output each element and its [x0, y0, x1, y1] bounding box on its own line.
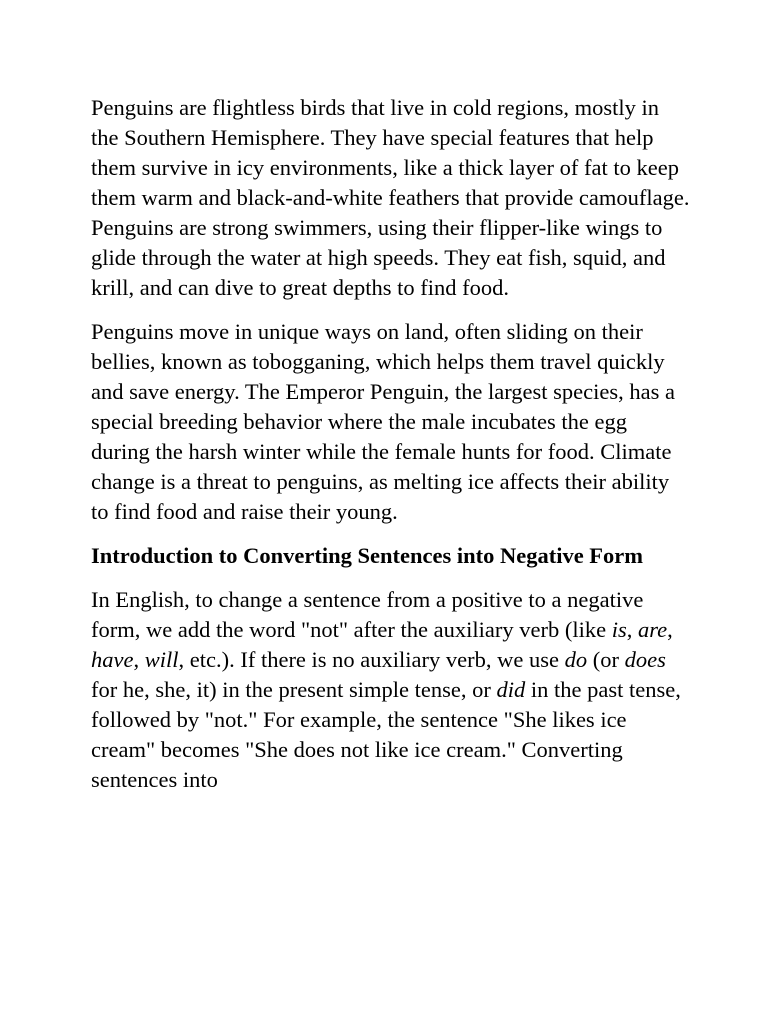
document-page [91, 93, 691, 809]
paragraph-penguins-behavior: Penguins move in unique ways on land, often sliding on their bellies, known as tobogganing, which helps them travel quickly and save energy. The Emperor Penguin, the largest species, has a special breeding behavior where the male incubates the egg during the harsh winter while the female hunts for food. Climate change is a threat to penguins, as melting ice affects their ability to find food and raise their young. [91, 319, 675, 524]
italic-term-does: does [624, 647, 666, 672]
text-segment: In English, to change a sentence from a positive to a negative form, we add the word "not" after the auxiliary verb (like [91, 587, 644, 642]
italic-term-is: is [611, 617, 627, 642]
paragraph-negative-form [91, 585, 691, 795]
text-segment: , [133, 647, 145, 672]
italic-term-are: are [637, 617, 668, 642]
text-segment: for he, she, it) in the present simple tense, or [91, 677, 497, 702]
section-heading: Introduction to Converting Sentences into Negative Form [91, 543, 644, 568]
italic-term-will: will [144, 647, 179, 672]
text-segment: in the past tense, followed by "not." For example, the sentence "She likes ice cream" becomes "She does not like ice cream." Converting sentences into [91, 677, 681, 792]
italic-term-did: did [496, 677, 526, 702]
text-segment: , [626, 617, 638, 642]
text-segment: , [667, 617, 673, 642]
paragraph-penguins-intro: Penguins are flightless birds that live in cold regions, mostly in the Southern Hemisphere. They have special features that help them survive in icy environments, like a thick layer of fat to keep them warm and black-and-white feathers that provide camouflage. Penguins are strong swimmers, using their flipper-like wings to glide through the water at high speeds. They eat fish, squid, and krill, and can dive to great depths to find food. [91, 95, 690, 300]
text-segment: , etc.). If there is no auxiliary verb, we use [178, 647, 565, 672]
italic-term-have: have [91, 647, 134, 672]
text-segment: (or [587, 647, 625, 672]
italic-term-do: do [564, 647, 588, 672]
